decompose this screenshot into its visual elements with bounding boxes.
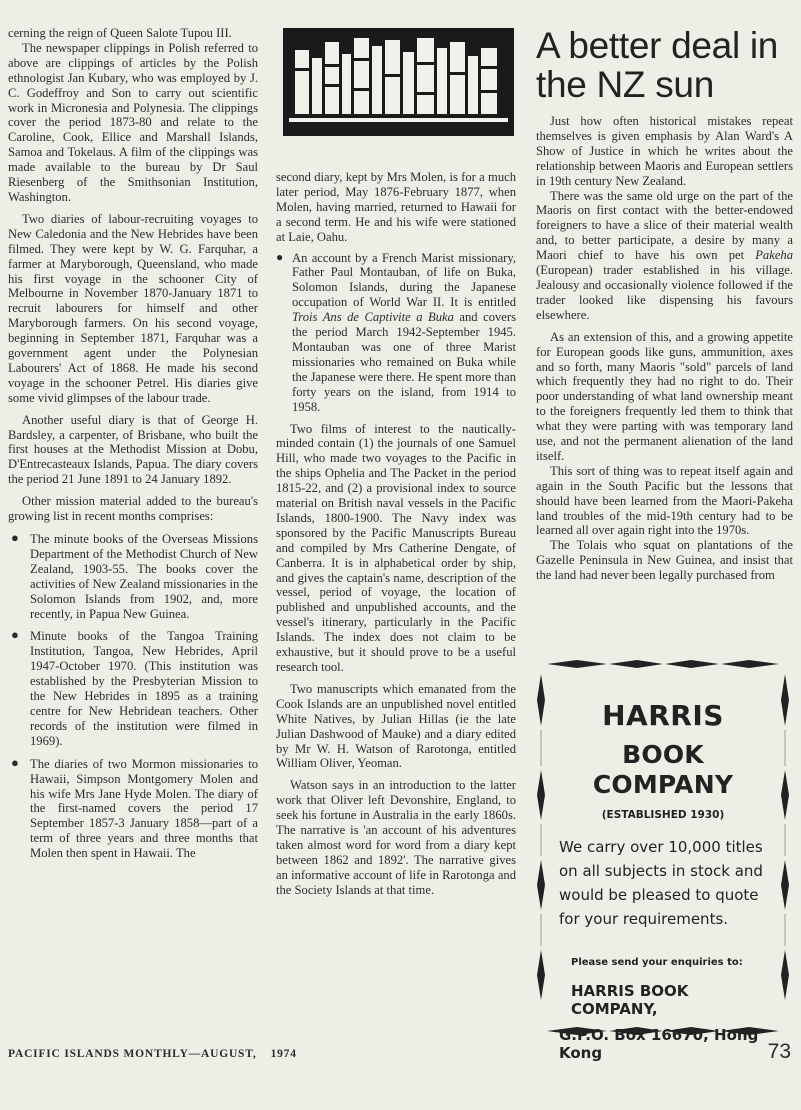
- article-column-3: [536, 26, 793, 583]
- paragraph: Other mission material added to the bureau's growing list in recent months comprises:: [8, 494, 258, 524]
- book-title: Trois Ans de Captivite a Buka: [292, 310, 454, 325]
- paragraph: Watson says in an introduction to the latter work that Oliver left Devonshire, England, to seek his fortune in Australia in the early 1860s. The narrative is 'an account of his adventures taken almost word for word from a diary kept between 1862 and 1892'. The narrative gives an informative account of life in Rarotonga and the Society Islands at that time.: [276, 778, 516, 897]
- article-column-2: [276, 170, 516, 898]
- term: Pakeha: [755, 248, 793, 263]
- paragraph: Two diaries of labour-recruiting voyages to New Caledonia and the New Hebrides have been filmed. They were kept by W. G. Farquhar, a farmer at Maryborough, Queensland, who made his first voyage in the schooner City of Melbourne in November 1870-January 1871 to recruit labourers for himself and other Maryborough farmers. On his second voyage, beginning in September 1871, Farquhar was a government agent under the Polynesian Labourers' Act of 1868. He made his second voyage in the schooner Petrel. His diaries give some vivid glimpses of the labour trade.: [8, 211, 258, 405]
- ad-subtitle: BOOK COMPANY: [592, 740, 734, 799]
- list-item: ● The minute books of the Overseas Missions Department of the Methodist Church of New Zealand, 1903-55. The books cover the activities of New Zealand missionaries in the Solomon Islands from 1902, and, more recently, in Papua New Guinea.: [8, 532, 258, 621]
- text: and covers the period March 1942-September 1945. Montauban was one of three Marist missionaries who remained on Buka while the Japanese were there. He spent more than forty years on the island, from 1914 to 1958.: [292, 310, 516, 414]
- list-item: ● The diaries of two Mormon missionaries to Hawaii, Simpson Montgomery Molen and his wife Mrs Jane Hyde Molen. The diary of the first-named covers the period 17 September 1857-3 January 1858—part of a term of three years and three months that Molen then spent in Hawaii. The: [8, 757, 258, 861]
- issue-year: 1974: [270, 1048, 297, 1060]
- paragraph: Another useful diary is that of George H. Bardsley, a carpenter, of Brisbane, who built the first houses at the Methodist Mission at Dobu, D'Entrecasteaux Islands, Papua. The diary covers the period 21 June 1891 to 24 January 1892.: [8, 412, 258, 487]
- paragraph: second diary, kept by Mrs Molen, is for a much later period, May 1876-February 1877, when Molen, having married, returned to Hawaii for a second term. He and his wife were stationed at Laie, Oahu.: [276, 170, 516, 244]
- paragraph: Just how often historical mistakes repeat themselves is given emphasis by Alan Ward's A Show of Justice in which he writes about the relationship between Maoris and European settlers in 19th century New Zealand.: [536, 114, 793, 188]
- article-headline: A better deal in the NZ sun: [536, 25, 779, 105]
- ad-company-name: HARRIS BOOK COMPANY,: [571, 982, 689, 1018]
- paragraph: As an extension of this, and a growing appetite for European goods like guns, ammunition, axes and so forth, many Maoris "sold" parcels of land which frequently they had no right to do. Their poor understanding of what land ownership meant to the foreigners frequently led them to think that what they were parting with was temporary land use, and not the permanent alienation of the land itself.: [536, 329, 793, 463]
- text: There was the same old urge on the part of the Maoris on first contact with the better-endowed foreigners to have a slice of their material wealth and, to better participate, a desire by many a Maori chief to have his own pet: [536, 188, 793, 263]
- ad-established: (ESTABLISHED 1930): [601, 809, 725, 821]
- text: An account by a French Marist missionary, Father Paul Montauban, of life on Buka, Solomon Islands, during the Japanese occupation of World War II. It is entitled: [292, 250, 516, 310]
- paragraph: This sort of thing was to repeat itself again and again in the South Pacific but the lessons that should have been learned from the Maori-Pakeha land troubles of the mid-19th century had to be learned all over again right into the 1970s.: [536, 463, 793, 538]
- paragraph: Two manuscripts which emanated from the Cook Islands are an unpublished novel entitled White Natives, by Julian Hillas (ie the late Julian Dashwood of Mauke) and a diary edited by Mr W. H. Watson of Rarotonga, entitled William Oliver, Yeoman.: [276, 681, 516, 771]
- page-footer: [8, 1048, 297, 1060]
- paragraph: Two films of interest to the nautically-minded contain (1) the journals of one Samuel Hill, who made two voyages to the Pacific in the ships Ophelia and The Packet in the period 1815-22, and (2) a provisional index to source material on British naval vessels in the Pacific Islands, 1800-1900. The Navy index was sponsored by the Pacific Manuscripts Bureau and compiled by Mrs Catherine Dengate, of Canberra. It is in alphabetical order by ship, and gives the captain's name, description of the vessel, period of voyage, the location of published and unpublished accounts, and the vessel's itinerary, particularly in the Pacific Islands. The index does not claim to be exhaustive, but it should prove to be a useful research tool.: [276, 421, 516, 674]
- paragraph: [536, 189, 793, 323]
- article-column-1: [8, 26, 258, 861]
- paragraph: cerning the reign of Queen Salote Tupou III.: [8, 26, 232, 40]
- ad-enquiries: Please send your enquiries to:: [571, 957, 743, 968]
- paragraph: The Tolais who squat on plantations of the Gazelle Peninsula in New Guinea, and insist that the land had never been legally purchased from: [536, 538, 793, 583]
- list-item: ● Minute books of the Tangoa Training Institution, Tangoa, New Hebrides, April 1947-October 1970. (This institution was established by the Presbyterian Mission to the New Hebrides in 1895 as a training centre for New Hebridean teachers. Other records of the institution were filmed in 1969).: [8, 629, 258, 748]
- mission-material-list: [8, 532, 258, 861]
- paragraph: The newspaper clippings in Polish referred to above are clippings of articles by the Polish ethnologist Jan Kubary, who was employed by J. C. Godeffroy and Son to carry out scientific work in Micronesia and Polynesia. The clippings cover the period 1873-80 and relate to the Caroline, Cook, Ellice and Marshall Islands, Samoa and Tokelaus. A film of the clippings was made available to the bureau by Dr Saul Riesenberg of the Smithsonian Institution, Washington.: [8, 40, 258, 204]
- ad-title: HARRIS: [602, 699, 724, 732]
- magazine-name: PACIFIC ISLANDS MONTHLY—AUGUST,: [8, 1048, 257, 1060]
- list-item: [276, 251, 516, 415]
- section-logo: [283, 28, 514, 136]
- page-number: 73: [767, 1040, 791, 1063]
- ad-address: G.P.O. Box 16670, Hong Kong: [559, 1026, 759, 1062]
- text: (European) trader established in his village. Jealousy and occasionally violence followed if the trader looked like dispensing his favours elsewhere.: [536, 263, 793, 322]
- ad-body: We carry over 10,000 titles on all subjects in stock and would be pleased to quote for your requirements.: [559, 838, 763, 928]
